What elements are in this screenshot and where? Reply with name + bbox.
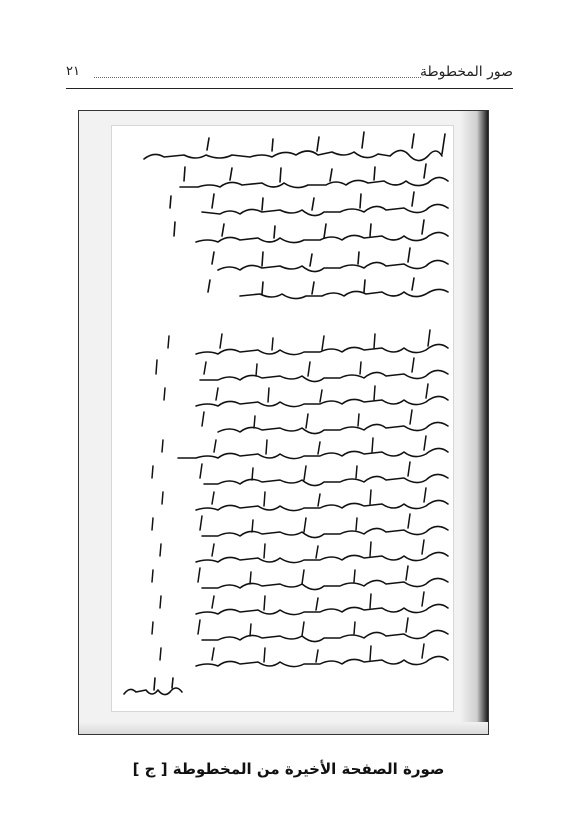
manuscript-handwriting-image [112, 126, 453, 711]
page-number: ٢١ [66, 64, 80, 79]
manuscript-plate [78, 110, 489, 735]
plate-edge-shadow [460, 111, 488, 734]
figure-caption: صورة الصفحة الأخيرة من المخطوطة [ ج ] [132, 760, 445, 778]
header-rule [66, 88, 513, 89]
manuscript-upper-block [144, 132, 448, 299]
header-leader-dots [94, 77, 421, 78]
running-header-title: صور المخطوطة [420, 64, 513, 80]
running-header [66, 60, 513, 86]
manuscript-lower-block [152, 330, 448, 667]
plate-bottom-shadow [79, 722, 488, 734]
manuscript-catchword [124, 678, 182, 695]
manuscript-page-image [111, 125, 454, 712]
